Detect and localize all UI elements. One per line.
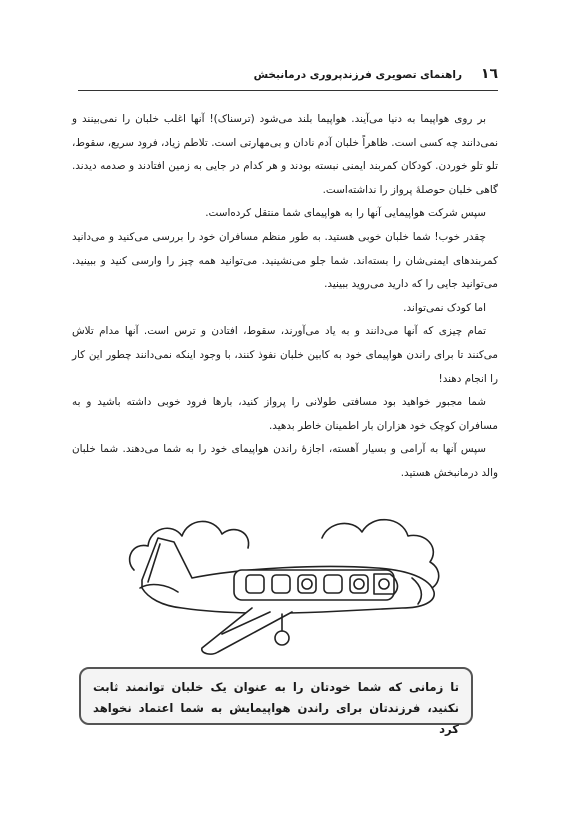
body-text — [72, 108, 498, 486]
paragraph: سپس آنها به آرامی و بسیار آهسته، اجازهٔ راندن هواپیمای خود را به شما می‌دهند. شما خلبان والد درمانبخش هستید. — [72, 443, 498, 479]
page-header — [78, 68, 498, 88]
landing-wheel — [275, 631, 289, 645]
paragraph: شما مجبور خواهید بود مسافتی طولانی را پرواز کنید، بارها فرود خوبی داشته باشید و به مسافران کوچک خود هزاران بار اطمینان خاطر بدهید. — [72, 396, 498, 432]
paragraph: چقدر خوب! شما خلبان خوبی هستید. به طور منظم مسافران خود را بررسی می‌کنید و می‌دانید کمربندهای ایمنی‌شان را بسته‌اند. شما جلو می‌نشینید. می‌توانید همه چیز را وارسی کنید و ببینید. می‌توانید جایی را که دارید می‌روید ببینید. — [72, 230, 498, 291]
paragraph: تمام چیزی که آنها می‌دانند و به یاد می‌آورند، سقوط، افتادن و ترس است. آنها مدام تلاش می‌کنند تا برای راندن هواپیمای خود به کابین خلبان نفوذ کنند، با وجود اینکه نمی‌دانند چطور این کار را انجام دهند! — [72, 325, 498, 385]
paragraph: اما کودک نمی‌تواند. — [403, 301, 486, 314]
cloud-left — [130, 521, 249, 570]
paragraph: بر روی هواپیما به دنیا می‌آیند. هواپیما بلند می‌شود (ترسناک)! آنها اغلب خلبان را نمی‌بینند و نمی‌دانند چه کسی است. ظاهراً خلبان آدم نادان و بی‌مهارتی است. تلاطم زیاد، فرود سریع، سقوط، تلو تلو خوردن. کودکان کمربند ایمنی نبسته بودند و هر کدام در جایی به زمین افتادند و صدمه دیدند. گاهی خلبان حوصلهٔ پرواز را نداشته‌است. — [72, 113, 498, 196]
running-title: راهنمای تصویری فرزندپروری درمانبخش — [253, 69, 462, 81]
header-rule — [78, 90, 498, 91]
paragraph: سپس شرکت هواپیمایی آنها را به هواپیمای شما منتقل کرده‌است. — [205, 207, 486, 220]
callout-box: تا زمانی که شما خودتان را به عنوان یک خلبان توانمند ثابت نکنید، فرزندتان برای راندن هواپیمایش به شما اعتماد نخواهد کرد — [79, 667, 473, 725]
airplane-illustration — [122, 508, 452, 658]
wing — [202, 608, 292, 654]
page-number: ١٦ — [480, 66, 498, 82]
